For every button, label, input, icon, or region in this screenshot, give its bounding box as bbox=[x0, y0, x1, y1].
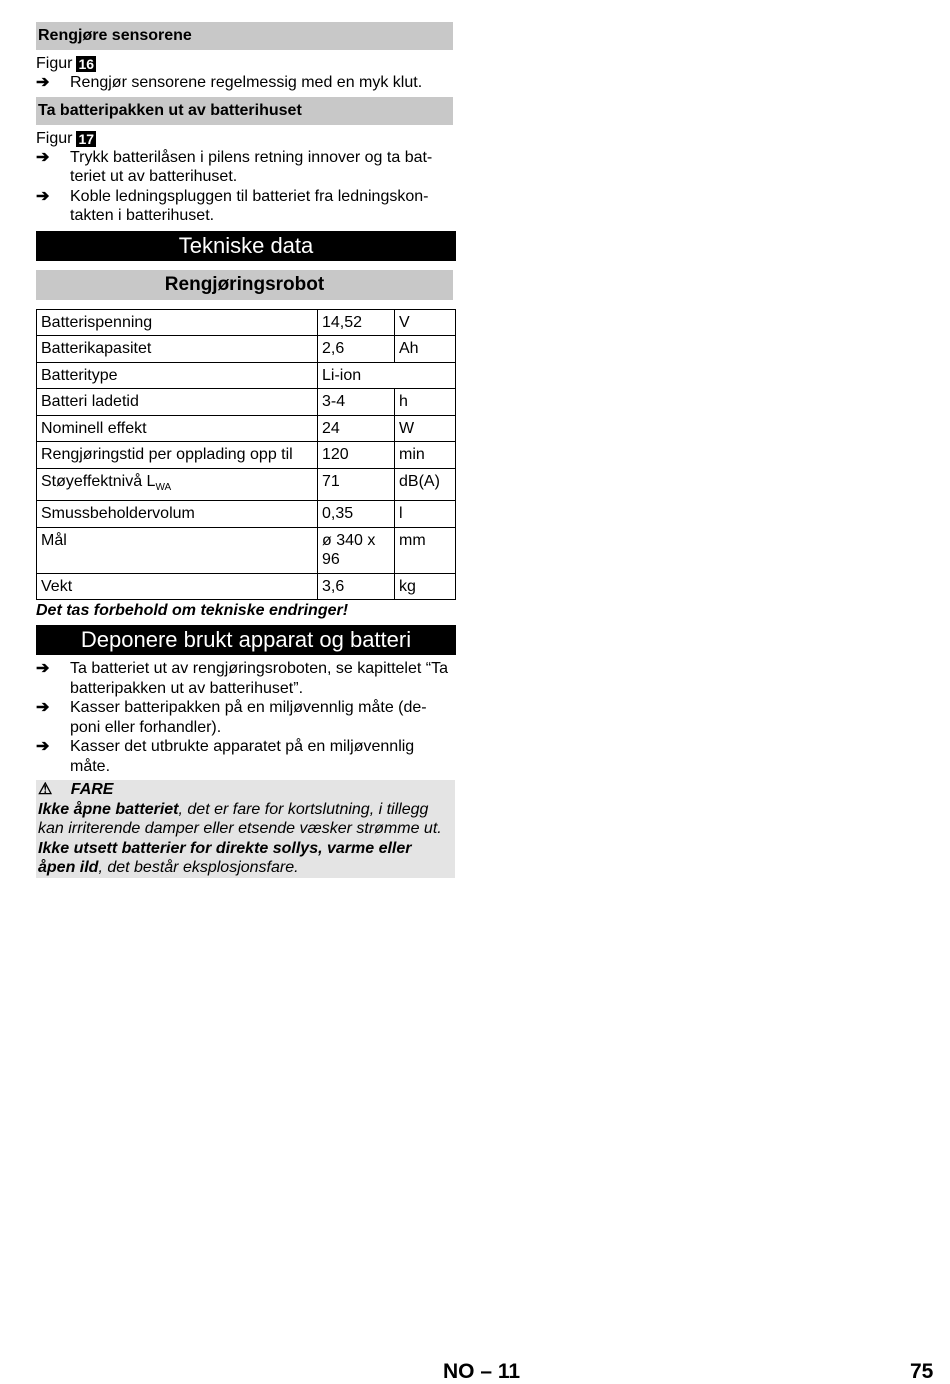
table-row: Rengjøringstid per opplading opp til 120 min bbox=[37, 442, 456, 469]
technical-data-table bbox=[36, 309, 456, 601]
table-row: Mål ø 340 x 96 mm bbox=[37, 527, 456, 573]
figure-number-badge: 17 bbox=[78, 130, 95, 147]
danger-paragraph: Ikke utsett batterier for direkte sollys, varme eller åpen ild, det består eksplosjonsfare. bbox=[38, 839, 412, 877]
arrow-right-icon: ➔ bbox=[36, 148, 50, 166]
arrow-right-icon: ➔ bbox=[36, 660, 50, 678]
instruction-item: ➔ Koble ledningspluggen til batteriet fra ledningskon-takten i batterihuset. bbox=[36, 187, 429, 224]
main-heading-technical-data: Tekniske data bbox=[36, 231, 456, 261]
table-row: Støyeffektnivå $L_{WA}$ 71 dB(A) bbox=[37, 468, 456, 501]
page-column bbox=[36, 22, 456, 878]
arrow-right-icon: ➔ bbox=[36, 699, 50, 717]
table-row: Batteritype Li-ion bbox=[37, 362, 456, 389]
instruction-item: ➔ Trykk batterilåsen i pilens retning innover og ta bat-teriet ut av batterihuset. bbox=[36, 148, 433, 185]
footer-section-label: NO – 11 bbox=[443, 1360, 521, 1383]
arrow-right-icon: ➔ bbox=[36, 187, 50, 205]
arrow-right-icon: ➔ bbox=[36, 738, 50, 756]
technical-changes-note: Det tas forbehold om tekniske endringer! bbox=[36, 602, 349, 620]
main-heading-disposal: Deponere brukt apparat og batteri bbox=[36, 625, 456, 655]
instruction-item: ➔ Rengjør sensorene regelmessig med en myk klut. bbox=[36, 74, 423, 91]
figure-number-badge: 16 bbox=[78, 56, 95, 72]
section-heading-clean-sensors: Rengjøre sensorene bbox=[36, 22, 453, 50]
instruction-item: ➔ Kasser det utbrukte apparatet på en miljøvennlig måte. bbox=[36, 738, 415, 775]
table-row: Vekt 3,6 kg bbox=[37, 573, 456, 600]
danger-title: ⚠ FARE bbox=[38, 781, 114, 799]
table-row: Batterispenning 14,52 V bbox=[37, 309, 456, 336]
instruction-item: ➔ Kasser batteripakken på en miljøvennlig måte (de-poni eller forhandler). bbox=[36, 699, 427, 736]
page-number: 75 bbox=[910, 1360, 934, 1383]
table-row: Nominell effekt 24 W bbox=[37, 415, 456, 442]
table-heading: Rengjøringsrobot bbox=[36, 270, 453, 300]
figure-reference: Figur 16 bbox=[36, 55, 95, 72]
warning-triangle-icon: ⚠ bbox=[38, 781, 53, 799]
disposal-list bbox=[36, 659, 456, 776]
section-heading-remove-battery: Ta batteripakken ut av batterihuset bbox=[36, 97, 453, 125]
table-row: Batteri ladetid 3-4 h bbox=[37, 389, 456, 416]
instruction-item: ➔ Ta batteriet ut av rengjøringsroboten, se kapittelet “Ta batteripakken ut av batterihuset”. bbox=[36, 660, 448, 697]
table-row: Smussbeholdervolum 0,35 l bbox=[37, 501, 456, 528]
table-row: Batterikapasitet 2,6 Ah bbox=[37, 336, 456, 363]
danger-warning-box bbox=[36, 780, 455, 878]
arrow-right-icon: ➔ bbox=[36, 74, 50, 91]
figure-reference: Figur 17 bbox=[36, 129, 95, 147]
danger-paragraph: Ikke åpne batteriet, det er fare for kortslutning, i tillegg kan irriterende damper eller etsende væsker strømme ut. bbox=[38, 800, 442, 838]
